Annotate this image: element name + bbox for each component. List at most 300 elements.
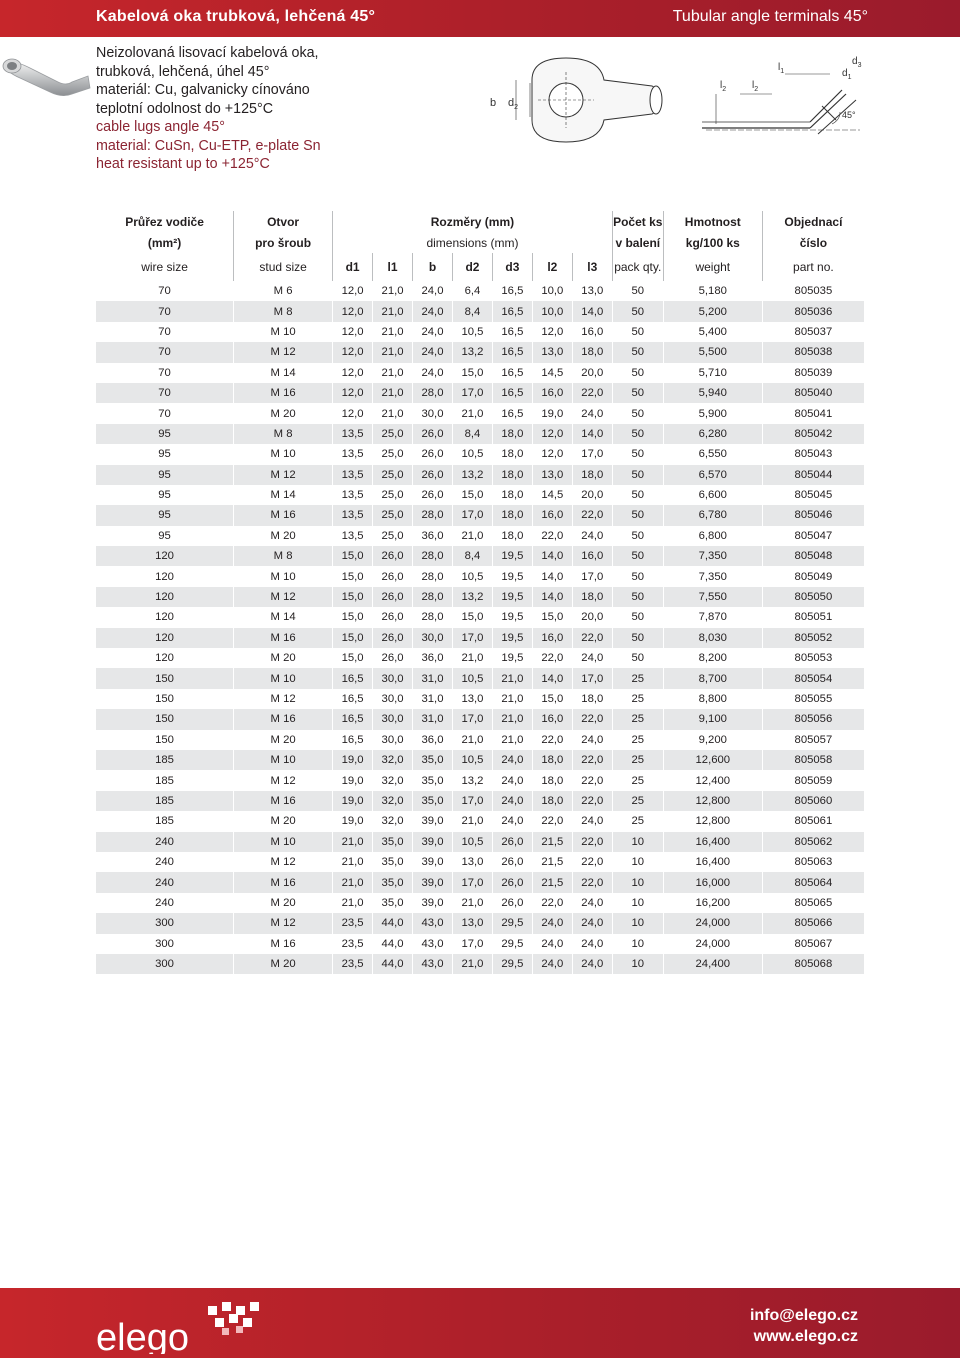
table-cell: 26,0 [413, 485, 453, 505]
table-cell: 8,030 [663, 628, 762, 648]
table-cell: 10 [612, 872, 663, 892]
desc-cz-line: teplotní odolnost do +125°C [96, 100, 274, 117]
table-row [96, 587, 864, 607]
table-row [96, 485, 864, 505]
table-cell: 24,0 [572, 954, 612, 974]
table-cell: 805035 [762, 281, 864, 301]
table-cell: 24,0 [572, 526, 612, 546]
table-cell: 20,0 [572, 363, 612, 383]
table-cell: 24,0 [413, 301, 453, 321]
table-cell: 18,0 [532, 791, 572, 811]
table-cell: 300 [96, 934, 234, 954]
col-header-stud-cz: pro šroub [234, 232, 333, 253]
table-cell: 14,0 [532, 546, 572, 566]
table-cell: 29,5 [492, 954, 532, 974]
table-cell: 16,000 [663, 872, 762, 892]
table-cell: 22,0 [572, 383, 612, 403]
table-cell: 29,5 [492, 934, 532, 954]
table-cell: 15,0 [333, 587, 373, 607]
table-cell: 19,5 [492, 628, 532, 648]
table-cell: 805064 [762, 872, 864, 892]
table-cell: 24,0 [492, 750, 532, 770]
table-cell: 805036 [762, 301, 864, 321]
table-cell: 18,0 [492, 444, 532, 464]
table-row [96, 322, 864, 342]
table-cell: M 14 [234, 363, 333, 383]
table-cell: M 20 [234, 730, 333, 750]
table-cell: 50 [612, 465, 663, 485]
table-cell: 12,0 [333, 301, 373, 321]
table-cell: 25,0 [373, 485, 413, 505]
table-cell: M 12 [234, 587, 333, 607]
table-cell: 12,0 [333, 342, 373, 362]
table-row [96, 424, 864, 444]
table-cell: 21,0 [492, 730, 532, 750]
table-cell: 10,0 [532, 281, 572, 301]
table-cell: 32,0 [373, 750, 413, 770]
svg-text:l2: $l_2$ [720, 80, 727, 93]
table-cell: 22,0 [572, 770, 612, 790]
table-row [96, 505, 864, 525]
table-cell: M 10 [234, 832, 333, 852]
table-cell: 21,0 [452, 526, 492, 546]
table-cell: 18,0 [572, 342, 612, 362]
table-cell: 14,5 [532, 485, 572, 505]
email-link[interactable]: info@elego.cz [749, 1307, 858, 1324]
table-cell: 26,0 [373, 587, 413, 607]
table-cell: 22,0 [532, 648, 572, 668]
table-cell: 16,5 [492, 363, 532, 383]
table-cell: 805044 [762, 465, 864, 485]
table-cell: 805051 [762, 607, 864, 627]
table-cell: 32,0 [373, 811, 413, 831]
table-cell: 19,0 [333, 770, 373, 790]
table-cell: 23,5 [333, 934, 373, 954]
table-cell: 21,0 [492, 689, 532, 709]
table-cell: 17,0 [452, 628, 492, 648]
table-cell: 13,0 [532, 342, 572, 362]
table-cell: 24,000 [663, 934, 762, 954]
table-cell: 805037 [762, 322, 864, 342]
table-cell: 21,0 [373, 383, 413, 403]
table-cell: 28,0 [413, 505, 453, 525]
table-cell: 10 [612, 832, 663, 852]
table-row [96, 526, 864, 546]
table-cell: 13,5 [333, 444, 373, 464]
table-cell: 805062 [762, 832, 864, 852]
col-header-dimensions-en: dimensions (mm) [333, 232, 613, 253]
col-header-dimensions: Rozměry (mm) [333, 211, 613, 232]
table-cell: 805046 [762, 505, 864, 525]
table-cell: 22,0 [572, 628, 612, 648]
table-cell: 150 [96, 709, 234, 729]
logo-text: elego [96, 1317, 189, 1354]
table-cell: 25 [612, 668, 663, 688]
table-body [96, 281, 864, 974]
table-cell: 5,940 [663, 383, 762, 403]
elego-logo [96, 1300, 266, 1359]
table-row [96, 648, 864, 668]
table-cell: 14,0 [572, 301, 612, 321]
table-cell: 21,5 [532, 872, 572, 892]
table-cell: 95 [96, 465, 234, 485]
table-cell: 95 [96, 424, 234, 444]
table-cell: 16,0 [532, 628, 572, 648]
table-cell: 21,0 [333, 872, 373, 892]
desc-en-line: material: CuSn, Cu-ETP, e-plate Sn [96, 137, 321, 154]
table-cell: 805061 [762, 811, 864, 831]
table-cell: 21,0 [333, 893, 373, 913]
table-cell: 7,870 [663, 607, 762, 627]
label-b: b [490, 97, 497, 109]
table-cell: 120 [96, 546, 234, 566]
table-cell: 805048 [762, 546, 864, 566]
table-cell: 95 [96, 505, 234, 525]
table-cell: 50 [612, 566, 663, 586]
table-cell: M 10 [234, 750, 333, 770]
table-cell: 30,0 [413, 628, 453, 648]
table-cell: 805041 [762, 403, 864, 423]
table-cell: 805060 [762, 791, 864, 811]
table-cell: 16,200 [663, 893, 762, 913]
table-cell: 14,0 [532, 668, 572, 688]
page-title: Kabelová oka trubková, lehčená 45° [96, 8, 376, 25]
table-cell: 50 [612, 607, 663, 627]
table-cell: 805065 [762, 893, 864, 913]
table-cell: 805067 [762, 934, 864, 954]
svg-text:45°: 45° [842, 110, 856, 120]
table-cell: 25,0 [373, 424, 413, 444]
table-cell: 13,0 [532, 465, 572, 485]
table-row [96, 730, 864, 750]
table-cell: 13,0 [572, 281, 612, 301]
table-cell: 17,0 [452, 505, 492, 525]
col-header-weight-en: weight [663, 253, 762, 281]
col-header-wire: Průřez vodiče [125, 214, 204, 229]
table-cell: 12,0 [333, 281, 373, 301]
table-cell: 805042 [762, 424, 864, 444]
table-cell: 35,0 [373, 893, 413, 913]
table-cell: 805045 [762, 485, 864, 505]
col-header-l3: l3 [572, 253, 612, 281]
table-row [96, 546, 864, 566]
table-cell: 185 [96, 750, 234, 770]
table-cell: 19,5 [492, 648, 532, 668]
table-cell: 22,0 [572, 872, 612, 892]
table-cell: 50 [612, 301, 663, 321]
table-cell: 35,0 [373, 832, 413, 852]
table-cell: 240 [96, 872, 234, 892]
table-cell: 13,5 [333, 465, 373, 485]
table-cell: 24,0 [413, 322, 453, 342]
table-cell: 32,0 [373, 770, 413, 790]
table-cell: 43,0 [413, 934, 453, 954]
table-row [96, 689, 864, 709]
table-cell: 43,0 [413, 954, 453, 974]
table-cell: 805040 [762, 383, 864, 403]
table-cell: 15,0 [532, 689, 572, 709]
table-cell: M 16 [234, 791, 333, 811]
table-cell: 15,0 [333, 648, 373, 668]
table-cell: 17,0 [452, 383, 492, 403]
svg-text:l1: $l_1$ [778, 62, 785, 75]
website-link[interactable]: www.elego.cz [753, 1328, 858, 1345]
table-cell: 18,0 [492, 526, 532, 546]
table-cell: 8,800 [663, 689, 762, 709]
table-cell: 16,5 [333, 730, 373, 750]
col-header-pack-cz: v balení [612, 232, 663, 253]
table-cell: 50 [612, 363, 663, 383]
table-cell: 8,4 [452, 301, 492, 321]
table-cell: M 10 [234, 668, 333, 688]
table-cell: 15,0 [532, 607, 572, 627]
table-cell: 13,0 [452, 852, 492, 872]
table-cell: 19,5 [492, 607, 532, 627]
table-cell: 35,0 [413, 750, 453, 770]
table-cell: 805063 [762, 852, 864, 872]
table-cell: 300 [96, 913, 234, 933]
table-cell: 7,350 [663, 546, 762, 566]
table-cell: 22,0 [572, 750, 612, 770]
table-cell: 18,0 [532, 750, 572, 770]
table-cell: 7,350 [663, 566, 762, 586]
table-cell: 26,0 [492, 852, 532, 872]
table-cell: 22,0 [572, 852, 612, 872]
col-header-d1: d1 [333, 253, 373, 281]
table-cell: 21,0 [452, 811, 492, 831]
table-cell: 8,4 [452, 424, 492, 444]
table-cell: 16,0 [532, 383, 572, 403]
table-cell: M 16 [234, 505, 333, 525]
description [96, 44, 321, 174]
table-cell: 50 [612, 342, 663, 362]
table-cell: 5,500 [663, 342, 762, 362]
col-header-part-cz: číslo [762, 232, 864, 253]
table-row [96, 281, 864, 301]
table-row [96, 709, 864, 729]
table-cell: 50 [612, 424, 663, 444]
col-header-b: b [413, 253, 453, 281]
table-cell: 31,0 [413, 668, 453, 688]
table-cell: 25 [612, 811, 663, 831]
table-cell: M 8 [234, 424, 333, 444]
table-cell: 21,0 [452, 954, 492, 974]
table-cell: 21,0 [333, 852, 373, 872]
table-cell: 13,5 [333, 485, 373, 505]
table-cell: 25 [612, 791, 663, 811]
table-cell: 12,0 [333, 363, 373, 383]
table-cell: 805054 [762, 668, 864, 688]
table-cell: 36,0 [413, 648, 453, 668]
table-cell: 6,550 [663, 444, 762, 464]
table-cell: 26,0 [492, 832, 532, 852]
table-cell: 16,5 [492, 342, 532, 362]
desc-cz-line: Neizolovaná lisovací kabelová oka, [96, 45, 319, 61]
table-cell: 26,0 [373, 566, 413, 586]
table-cell: 8,200 [663, 648, 762, 668]
table-cell: 44,0 [373, 954, 413, 974]
table-cell: 17,0 [572, 668, 612, 688]
table-cell: 24,000 [663, 913, 762, 933]
table-cell: 24,0 [413, 363, 453, 383]
table-cell: 25 [612, 750, 663, 770]
table-cell: 14,5 [532, 363, 572, 383]
col-header-pack: Počet ks [612, 211, 663, 232]
table-cell: M 12 [234, 852, 333, 872]
table-cell: 70 [96, 363, 234, 383]
table-cell: 21,0 [333, 832, 373, 852]
table-cell: 9,200 [663, 730, 762, 750]
table-row [96, 607, 864, 627]
table-cell: 21,0 [452, 893, 492, 913]
table-cell: 150 [96, 689, 234, 709]
table-cell: 24,0 [413, 281, 453, 301]
table-cell: 24,0 [413, 342, 453, 362]
table-cell: 30,0 [373, 689, 413, 709]
table-cell: 16,400 [663, 832, 762, 852]
table-row [96, 628, 864, 648]
table-cell: 805057 [762, 730, 864, 750]
table-cell: 805068 [762, 954, 864, 974]
table-cell: 24,0 [572, 934, 612, 954]
table-cell: 22,0 [572, 505, 612, 525]
table-cell: M 12 [234, 689, 333, 709]
table-row [96, 750, 864, 770]
table-cell: 21,0 [492, 668, 532, 688]
table-cell: 120 [96, 587, 234, 607]
table-cell: 6,280 [663, 424, 762, 444]
product-table [96, 211, 864, 974]
col-header-l1: l1 [373, 253, 413, 281]
table-cell: M 14 [234, 485, 333, 505]
table-cell: 12,800 [663, 811, 762, 831]
col-header-l2: l2 [532, 253, 572, 281]
table-row [96, 403, 864, 423]
table-cell: 24,0 [572, 893, 612, 913]
table-cell: 300 [96, 954, 234, 974]
table-cell: 12,0 [532, 444, 572, 464]
table-cell: 44,0 [373, 934, 413, 954]
table-cell: 70 [96, 301, 234, 321]
table-cell: 14,0 [572, 424, 612, 444]
table-cell: M 10 [234, 566, 333, 586]
table-cell: 10 [612, 852, 663, 872]
table-cell: 30,0 [373, 709, 413, 729]
col-header-part: Objednací [762, 211, 864, 232]
table-cell: 29,5 [492, 913, 532, 933]
table-cell: 25,0 [373, 505, 413, 525]
table-cell: 24,0 [532, 954, 572, 974]
table-cell: 16,5 [492, 403, 532, 423]
table-cell: 25,0 [373, 526, 413, 546]
table-cell: 19,0 [333, 750, 373, 770]
table-cell: 25 [612, 709, 663, 729]
svg-text:d2: $d_2$ [508, 97, 519, 111]
table-cell: M 16 [234, 383, 333, 403]
table-cell: 24,0 [572, 811, 612, 831]
desc-cz-line: trubková, lehčená, úhel 45° [96, 63, 270, 80]
col-header-stud: Otvor [234, 211, 333, 232]
table-cell: M 16 [234, 872, 333, 892]
header-bar [0, 0, 960, 37]
table-cell: 15,0 [333, 607, 373, 627]
table-cell: 185 [96, 770, 234, 790]
table-cell: 16,5 [492, 281, 532, 301]
table-cell: 20,0 [572, 485, 612, 505]
table-cell: 805056 [762, 709, 864, 729]
table-cell: 95 [96, 444, 234, 464]
table-cell: 26,0 [492, 872, 532, 892]
table-cell: 10 [612, 934, 663, 954]
technical-drawing [480, 50, 880, 155]
table-cell: 12,600 [663, 750, 762, 770]
table-cell: 10 [612, 913, 663, 933]
table-cell: 805058 [762, 750, 864, 770]
table-cell: 240 [96, 852, 234, 872]
table-cell: 12,0 [333, 403, 373, 423]
table-cell: 50 [612, 485, 663, 505]
table-cell: 25,0 [373, 465, 413, 485]
table-cell: 12,0 [333, 383, 373, 403]
table-cell: 6,800 [663, 526, 762, 546]
table-cell: M 8 [234, 546, 333, 566]
table-cell: 19,5 [492, 546, 532, 566]
table-cell: 120 [96, 628, 234, 648]
table-cell: 24,0 [492, 770, 532, 790]
table-cell: 805059 [762, 770, 864, 790]
table-cell: 19,0 [333, 811, 373, 831]
table-cell: 185 [96, 811, 234, 831]
table-cell: M 8 [234, 301, 333, 321]
table-cell: 25 [612, 730, 663, 750]
table-cell: 24,400 [663, 954, 762, 974]
table-cell: 50 [612, 322, 663, 342]
table-cell: 17,0 [572, 444, 612, 464]
table-cell: 26,0 [373, 648, 413, 668]
table-row [96, 383, 864, 403]
table-row [96, 770, 864, 790]
table-cell: 120 [96, 607, 234, 627]
table-cell: 16,0 [572, 322, 612, 342]
table-cell: 18,0 [572, 587, 612, 607]
table-cell: 25 [612, 770, 663, 790]
table-cell: 16,5 [333, 668, 373, 688]
table-cell: 13,5 [333, 526, 373, 546]
table-cell: 16,5 [333, 709, 373, 729]
table-cell: 15,0 [452, 485, 492, 505]
table-cell: 39,0 [413, 832, 453, 852]
table-cell: 70 [96, 403, 234, 423]
table-cell: 70 [96, 322, 234, 342]
table-cell: 50 [612, 526, 663, 546]
table-cell: 24,0 [492, 791, 532, 811]
table-cell: 10 [612, 954, 663, 974]
table-row [96, 893, 864, 913]
table-cell: 31,0 [413, 709, 453, 729]
col-header-unit: (mm²) [147, 235, 182, 250]
table-cell: 36,0 [413, 730, 453, 750]
table-cell: 22,0 [532, 730, 572, 750]
table-cell: 6,4 [452, 281, 492, 301]
table-cell: 805053 [762, 648, 864, 668]
table-cell: M 6 [234, 281, 333, 301]
table-cell: 50 [612, 505, 663, 525]
table-cell: 805055 [762, 689, 864, 709]
table-cell: M 12 [234, 913, 333, 933]
table-cell: 21,0 [373, 301, 413, 321]
table-cell: 805043 [762, 444, 864, 464]
table-cell: 30,0 [413, 403, 453, 423]
